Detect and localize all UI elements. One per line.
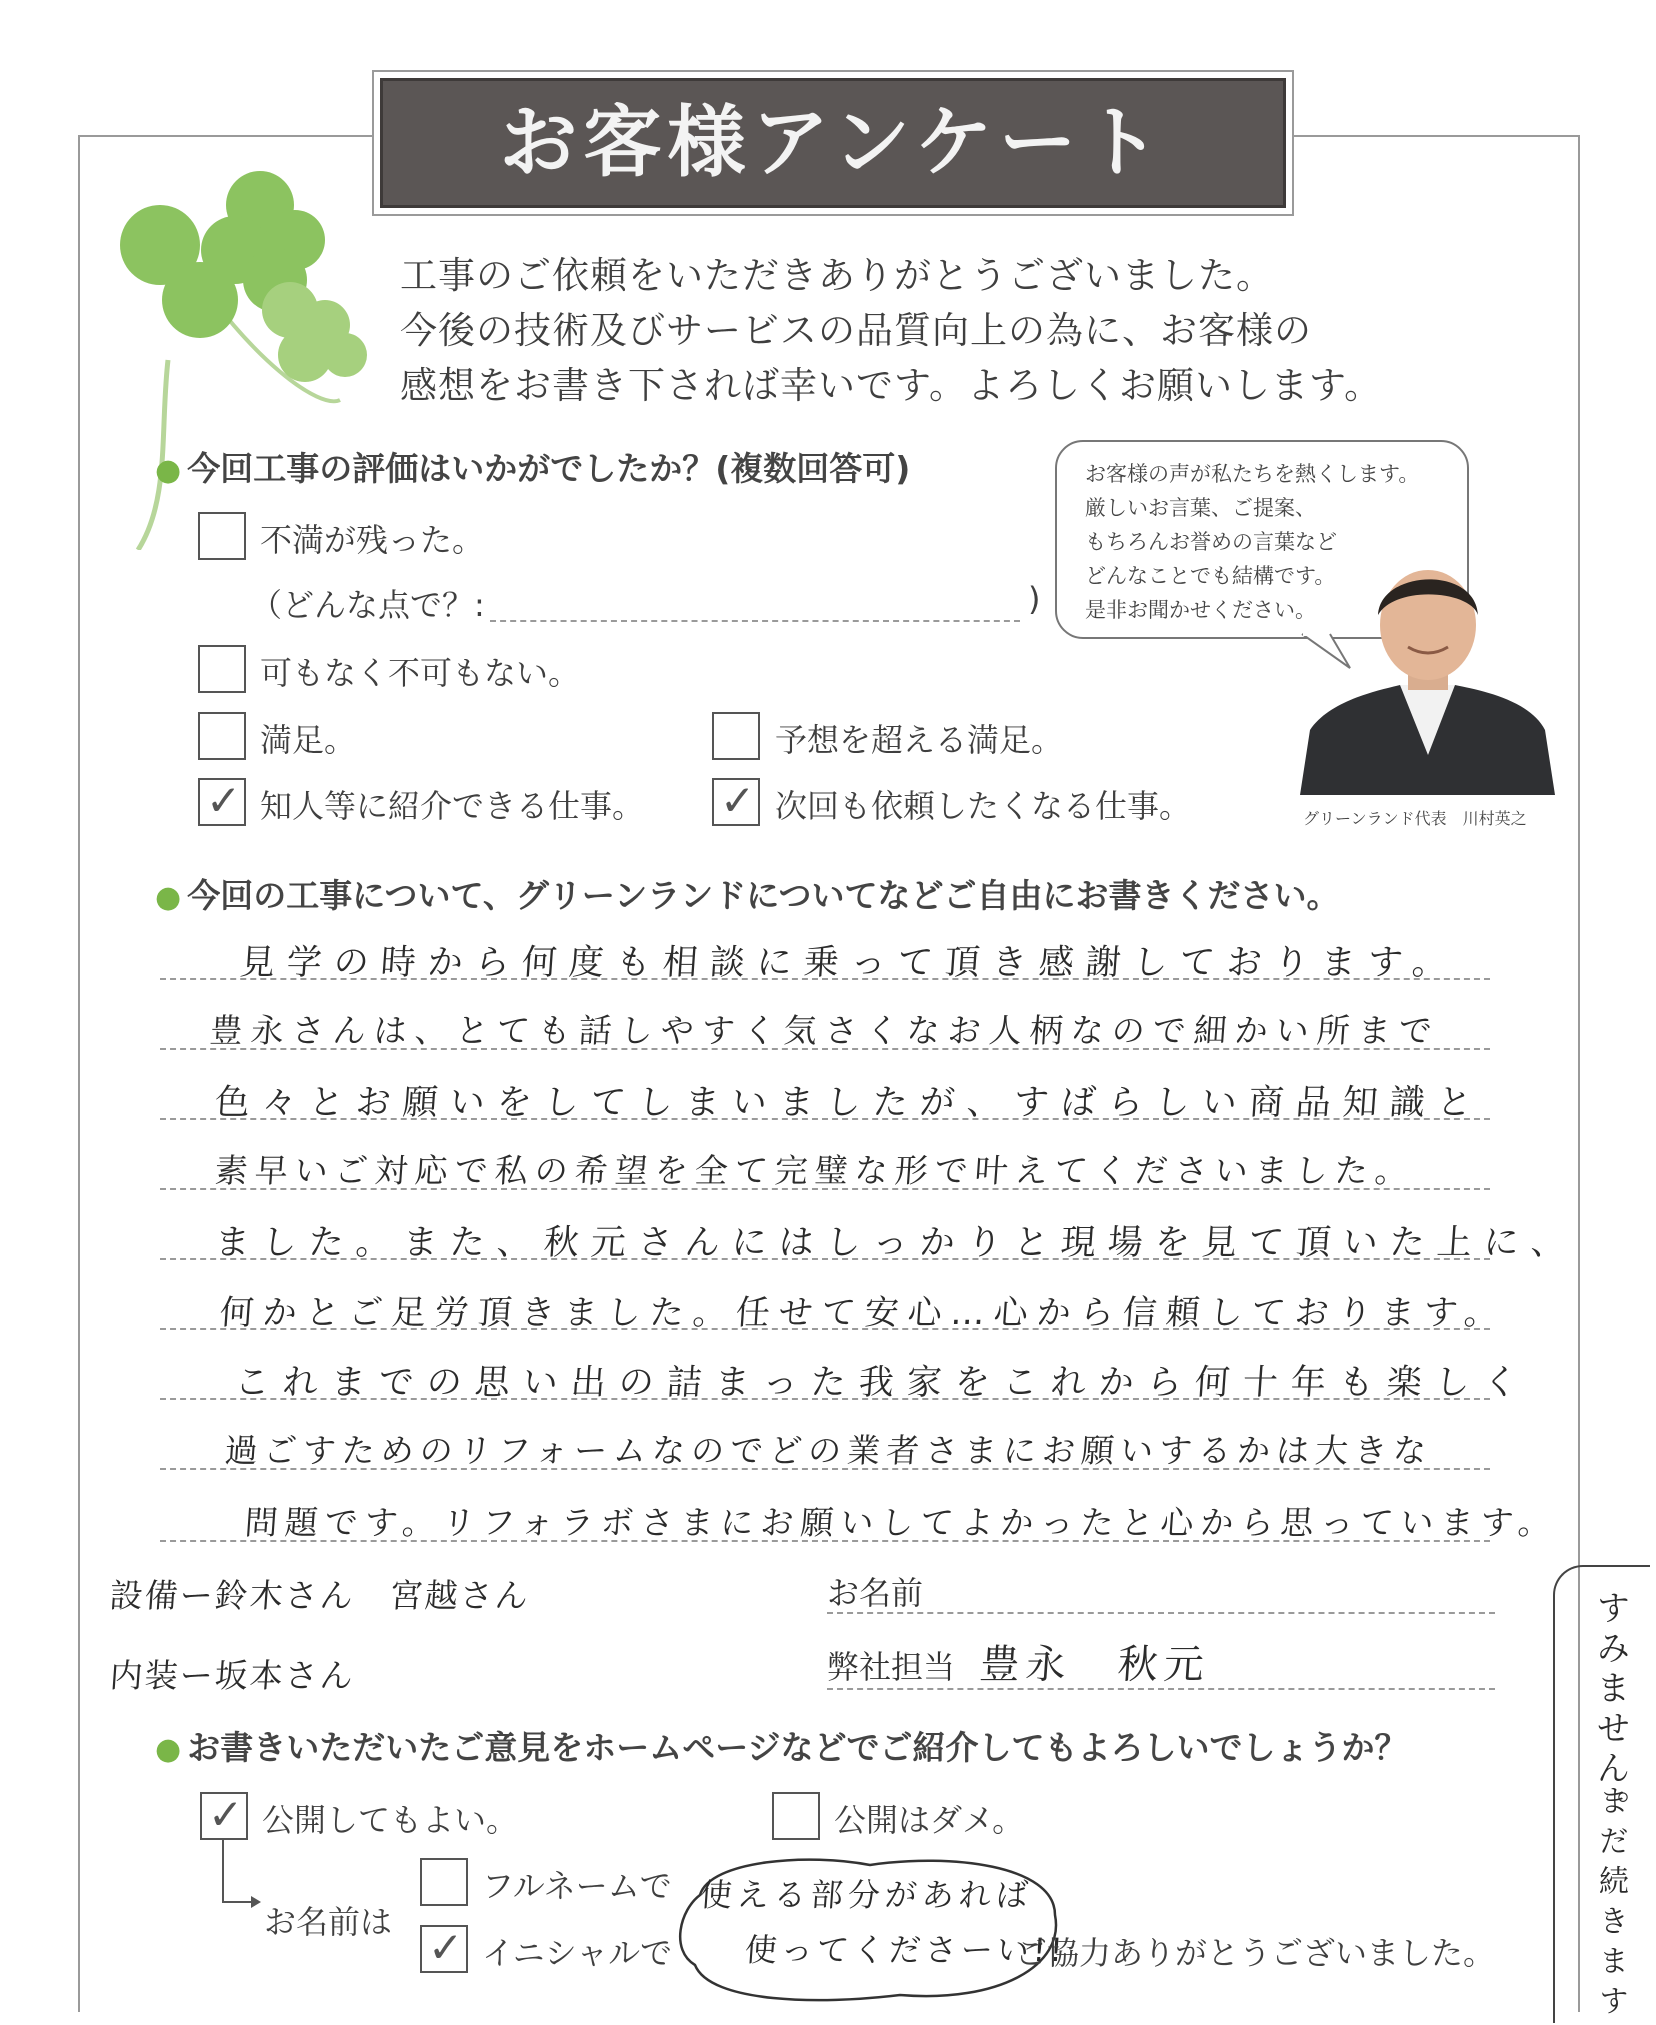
checkbox-initial[interactable] [420, 1925, 468, 1973]
initial-label: イニシャルで [482, 1934, 673, 1972]
checkbox-publish-ok[interactable] [200, 1792, 248, 1840]
intro-line-1: 工事のご依頼をいただきありがとうございました。 [400, 254, 1274, 297]
publish-heading: ● お書きいただいたご意見をホームページなどでご紹介してもよろしいでしょうか？ [155, 1728, 1408, 1767]
bullet-icon: ● [155, 1732, 182, 1767]
arrow-connector-icon [215, 1840, 265, 1920]
staff-label: 弊社担当 [827, 1648, 956, 1686]
bullet-icon: ● [155, 880, 182, 915]
comment-line-3: 色々とお願いをしてしまいましたが、すばらしい商品知識と [213, 1083, 1486, 1123]
name-label: お名前 [827, 1574, 924, 1612]
side-note-line-2: まだ続きます [1593, 1785, 1628, 2025]
option-dissatisfied-label: 不満が残った。 [260, 521, 485, 559]
option-neutral-label: 可もなく不可もない。 [260, 654, 581, 692]
option-beyond-expectation-label: 予想を超える満足。 [775, 721, 1064, 759]
comment-line-8: 過ごすためのリフォームなのでどの業者さまにお願いするかは大きな [223, 1431, 1434, 1470]
staff-note-interior: 内装ー坂本さん [108, 1656, 357, 1695]
evaluation-heading: ● 今回工事の評価はいかがでしたか？(複数回答可) [155, 449, 911, 488]
intro-line-3: 感想をお書き下されば幸いです。よろしくお願いします。 [400, 364, 1383, 407]
representative-caption: グリーンランド代表 川村英之 [1303, 809, 1527, 828]
detail-close: ) [1028, 580, 1041, 618]
staff-note-equipment: 設備ー鈴木さん 宮越さん [108, 1576, 532, 1615]
bubble-line-3: もちろんお誉めの言葉など [1085, 530, 1337, 554]
comment-line-2: 豊永さんは、とても話しやすく気さくなお人柄なので細かい所まで [208, 1011, 1442, 1050]
clover-icon [90, 150, 370, 550]
cloud-note-line-1: 使える部分があれば [698, 1876, 1035, 1914]
staff-field-line [827, 1688, 1495, 1690]
comments-heading: ● 今回の工事について、グリーンランドについてなどご自由にお書きください。 [155, 876, 1340, 915]
intro-line-2: 今後の技術及びサービスの品質向上の為に、お客様の [400, 309, 1312, 352]
comment-line-5: ました。また、秋元さんにはしっかりと現場を見て頂いた上に、 [213, 1223, 1580, 1263]
comment-line-9: 問題です。リフォラボさまにお願いしてよかったと心から思っています。 [243, 1503, 1560, 1542]
cloud-note-line-2: 使ってくださーい!! [743, 1931, 1068, 1969]
comment-line-7: これまでの思い出の詰まった我家をこれから何十年も楽しく [233, 1363, 1533, 1403]
option-satisfied-label: 満足。 [260, 721, 357, 759]
check-mark-icon: ✓ [720, 776, 756, 825]
bullet-icon: ● [155, 453, 182, 488]
name-prefix-label: お名前は [264, 1903, 393, 1941]
checkbox-request-again[interactable] [712, 778, 760, 826]
check-mark-icon: ✓ [428, 1923, 464, 1972]
page-title: お客様アンケート [499, 98, 1167, 188]
thanks-text: ご協力ありがとうございました。 [1015, 1934, 1496, 1972]
option-recommendable-label: 知人等に紹介できる仕事。 [260, 787, 645, 825]
publish-ng-label: 公開はダメ。 [834, 1801, 1025, 1839]
bubble-line-2: 厳しいお言葉、ご提案、 [1085, 496, 1316, 520]
check-mark-icon: ✓ [206, 776, 242, 825]
checkbox-publish-ng[interactable] [772, 1792, 820, 1840]
title-banner [380, 78, 1286, 208]
fullname-label: フルネームで [482, 1867, 672, 1905]
bubble-line-1: お客様の声が私たちを熱くします。 [1085, 462, 1420, 486]
checkbox-beyond-expectation[interactable] [712, 712, 760, 760]
comment-line-6: 何かとご足労頂きました。任せて安心…心から信頼しております。 [218, 1293, 1509, 1333]
checkbox-neutral[interactable] [198, 645, 246, 693]
bubble-line-4: どんなことでも結構です。 [1085, 564, 1336, 588]
bubble-line-5: 是非お聞かせください。 [1085, 598, 1316, 622]
detail-input-line[interactable] [490, 620, 1020, 622]
side-note-line-1: すみません。 [1590, 1590, 1630, 1830]
checkbox-satisfied[interactable] [198, 712, 246, 760]
check-mark-icon: ✓ [208, 1790, 244, 1839]
comment-line-4: 素早いご対応で私の希望を全て完璧な形で叶えてくださいました。 [213, 1151, 1417, 1190]
publish-ok-label: 公開してもよい。 [262, 1801, 519, 1839]
checkbox-recommendable[interactable] [198, 778, 246, 826]
staff-value[interactable]: 豊永 秋元 [978, 1642, 1212, 1688]
name-field-line [827, 1612, 1495, 1614]
checkbox-dissatisfied[interactable] [198, 512, 246, 560]
detail-prompt: （どんな点で？: [250, 586, 485, 624]
comment-line-1: 見学の時から何度も相談に乗って頂き感謝しております。 [238, 943, 1461, 983]
representative-photo [1300, 555, 1555, 795]
option-request-again-label: 次回も依頼したくなる仕事。 [775, 787, 1192, 825]
checkbox-fullname[interactable] [420, 1858, 468, 1906]
